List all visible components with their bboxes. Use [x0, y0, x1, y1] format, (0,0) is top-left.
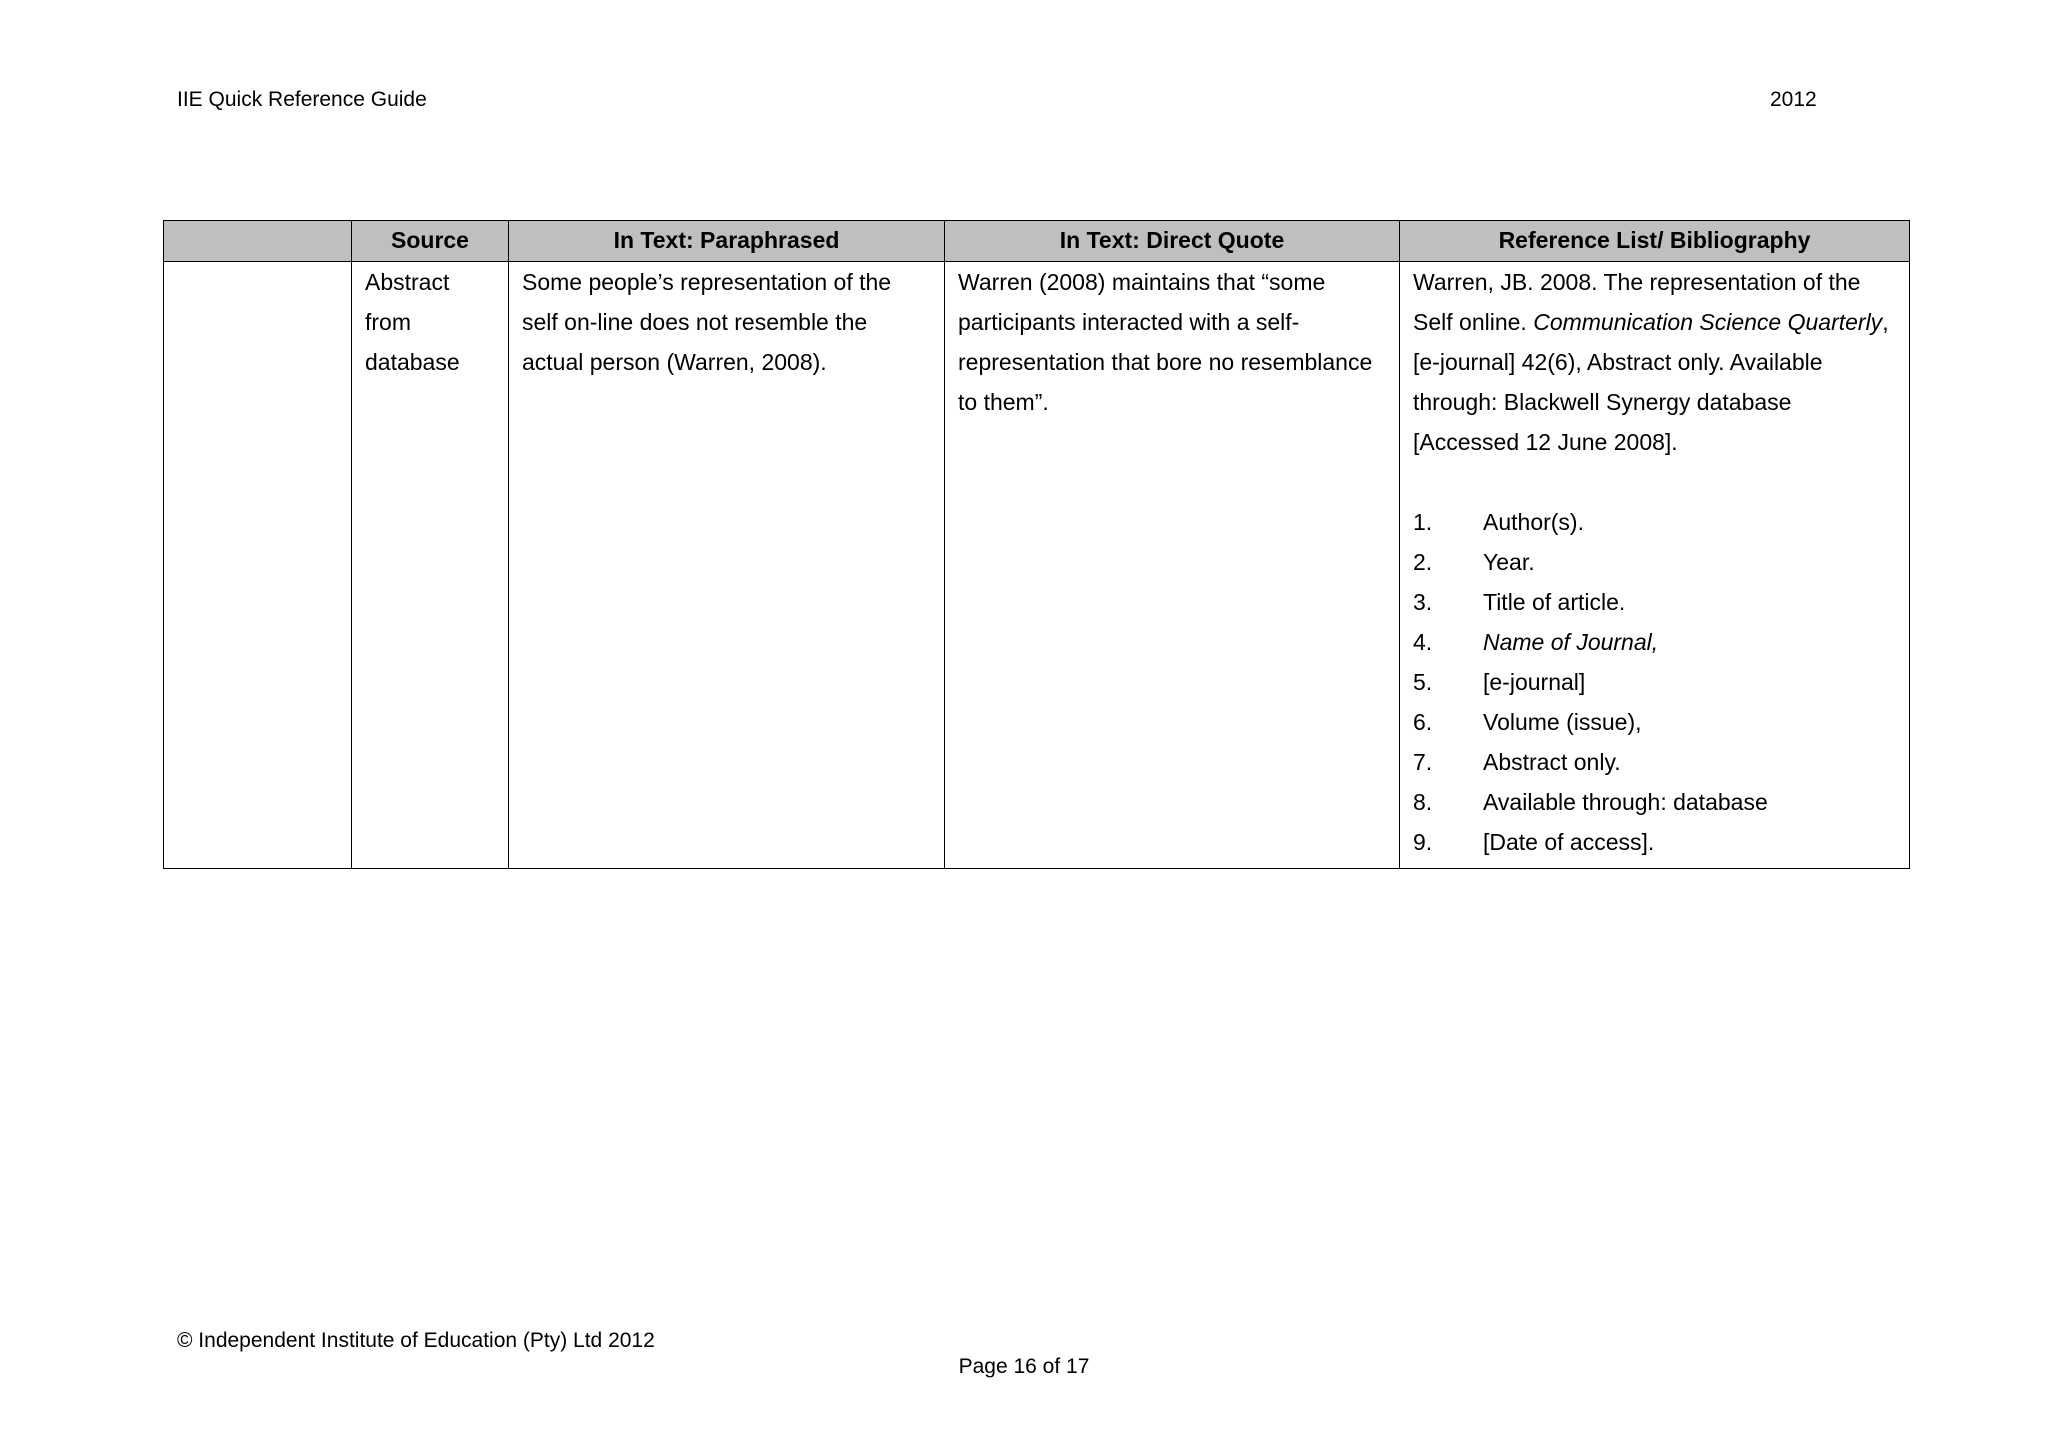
list-item-number: 8. — [1413, 789, 1433, 815]
cell-reference — [1400, 262, 1910, 869]
list-item-number: 7. — [1413, 749, 1433, 775]
reference-table — [163, 220, 1910, 869]
header-cell-direct-quote: In Text: Direct Quote — [945, 221, 1400, 262]
list-item-text: [Date of access]. — [1483, 829, 1655, 855]
list-item-text: Available through: database — [1483, 789, 1768, 815]
header-cell-reference-list: Reference List/ Bibliography — [1400, 221, 1910, 262]
list-item-text: Year. — [1483, 549, 1535, 575]
cell-category — [164, 262, 352, 869]
cell-source: Abstract from database — [352, 262, 509, 869]
list-item — [1413, 742, 1896, 782]
reference-journal-name: Communication Science Quarterly — [1533, 309, 1883, 335]
reference-citation-part1: Warren, JB. 2008. The representation of the Self online. — [1413, 269, 1861, 335]
list-item-number: 6. — [1413, 709, 1433, 735]
footer-copyright: © Independent Institute of Education (Pty) Ltd 2012 — [177, 1329, 655, 1352]
list-item-text: Name of Journal, — [1483, 629, 1659, 655]
list-item-number: 9. — [1413, 829, 1433, 855]
list-item-number: 1. — [1413, 509, 1433, 535]
header-cell-category — [164, 221, 352, 262]
footer-page-number: Page 16 of 17 — [958, 1355, 1090, 1378]
list-item — [1413, 542, 1896, 582]
list-item-text: [e-journal] — [1483, 669, 1586, 695]
header-cell-paraphrased: In Text: Paraphrased — [509, 221, 945, 262]
list-item-text: Volume (issue), — [1483, 709, 1642, 735]
list-item-number: 5. — [1413, 669, 1433, 695]
list-item-number: 4. — [1413, 629, 1433, 655]
list-item-number: 2. — [1413, 549, 1433, 575]
list-item — [1413, 822, 1896, 862]
list-item — [1413, 622, 1896, 662]
cell-paraphrased: Some people’s representation of the self on-line does not resemble the actual person (Warren, 2008). — [509, 262, 945, 869]
list-item-number: 3. — [1413, 589, 1433, 615]
header-title: IIE Quick Reference Guide — [177, 88, 427, 111]
table-header-row — [164, 221, 1910, 262]
list-item — [1413, 782, 1896, 822]
list-item — [1413, 582, 1896, 622]
reference-citation-part2: , [e-journal] 42(6), Abstract only. Available through: Blackwell Synergy database [Accessed 12 June 2008]. — [1413, 309, 1889, 455]
list-item — [1413, 702, 1896, 742]
reference-citation — [1413, 262, 1896, 462]
list-item — [1413, 502, 1896, 542]
reference-elements-list — [1413, 502, 1896, 862]
list-item-text: Abstract only. — [1483, 749, 1621, 775]
list-item-text: Author(s). — [1483, 509, 1584, 535]
header-cell-source: Source — [352, 221, 509, 262]
header-year: 2012 — [1770, 88, 1817, 111]
table-row — [164, 262, 1910, 869]
list-item — [1413, 662, 1896, 702]
spacer — [1413, 462, 1896, 502]
cell-direct-quote: Warren (2008) maintains that “some participants interacted with a self-representation that bore no resemblance to them”. — [945, 262, 1400, 869]
list-item-text: Title of article. — [1483, 589, 1626, 615]
